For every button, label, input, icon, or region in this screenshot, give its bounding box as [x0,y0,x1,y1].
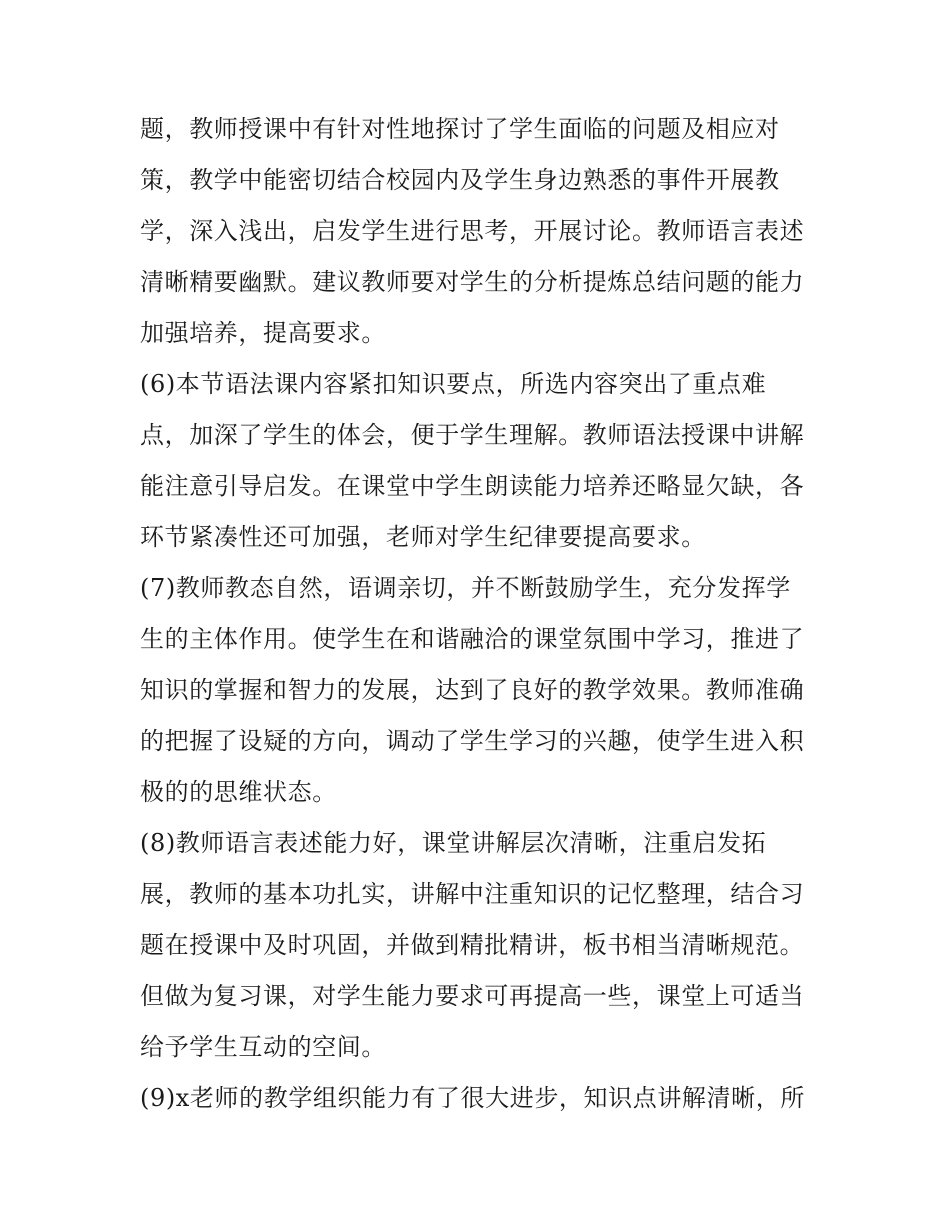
text-line: 清晰精要幽默。建议教师要对学生的分析提炼总结问题的能力 [140,268,805,296]
text-line: 学，深入浅出，启发学生进行思考，开展讨论。教师语言表述 [140,217,805,245]
text-line: 题，教师授课中有针对性地探讨了学生面临的问题及相应对 [140,115,780,143]
text-line: 点，加深了学生的体会，便于学生理解。教师语法授课中讲解 [140,421,805,449]
text-line: 环节紧凑性还可加强，老师对学生纪律要提高要求。 [140,523,706,551]
text-line: (9)x老师的教学组织能力有了很大进步，知识点讲解清晰，所 [140,1084,805,1112]
text-line: (8)教师语言表述能力好，课堂讲解层次清晰，注重启发拓 [140,829,767,857]
text-line: 加强培养，提高要求。 [140,319,386,347]
text-line: 题在授课中及时巩固，并做到精批精讲，板书相当清晰规范。 [140,931,805,959]
text-line: 能注意引导启发。在课堂中学生朗读能力培养还略显欠缺，各 [140,472,805,500]
text-line: 展，教师的基本功扎实，讲解中注重知识的记忆整理，结合习 [140,880,805,908]
text-line: 给予学生互动的空间。 [140,1033,386,1061]
text-line: (6)本节语法课内容紧扣知识要点，所选内容突出了重点难 [140,370,767,398]
text-line: 知识的掌握和智力的发展，达到了良好的教学效果。教师准确 [140,676,805,704]
text-line: 策，教学中能密切结合校园内及学生身边熟悉的事件开展教 [140,166,780,194]
text-line: 生的主体作用。使学生在和谐融洽的课堂氛围中学习，推进了 [140,625,805,653]
document-body [140,104,820,1124]
text-line: 的把握了设疑的方向，调动了学生学习的兴趣，使学生进入积 [140,727,805,755]
text-line: 但做为复习课，对学生能力要求可再提高一些，课堂上可适当 [140,982,805,1010]
text-line: (7)教师教态自然，语调亲切，并不断鼓励学生，充分发挥学 [140,574,791,602]
text-line: 极的的思维状态。 [140,778,337,806]
